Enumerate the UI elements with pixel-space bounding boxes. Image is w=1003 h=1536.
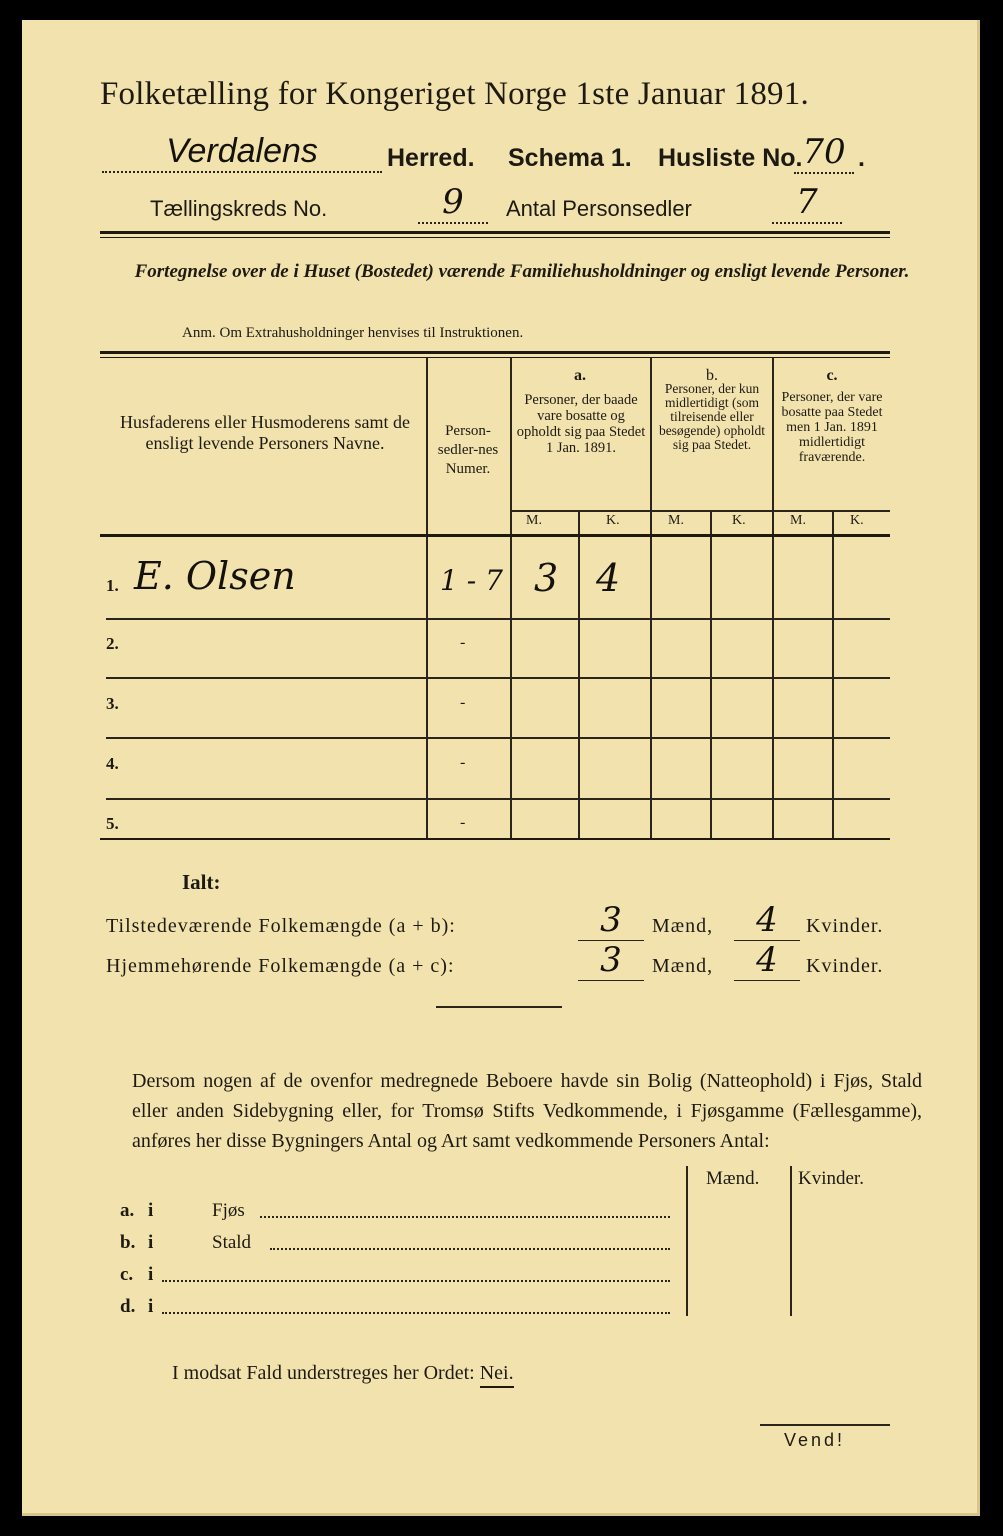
personsedler-label: Antal Personsedler [506, 196, 692, 221]
col-b-header: Personer, der kun midlertidigt (som tilreisende eller besøgende) opholdt sig paa Stedet. [658, 381, 766, 452]
husliste-dot: . [858, 144, 865, 172]
hjemme-maend: Mænd, [652, 955, 714, 977]
row-rule-3 [106, 737, 890, 739]
row-number: 1. [106, 576, 119, 595]
tilstede-maend: Mænd, [652, 915, 714, 937]
hjemme-m-value: 3 [578, 940, 644, 981]
tilstede-label: Tilstedeværende Folkemængde (a + b): [106, 915, 456, 937]
c-k-label: K. [850, 513, 864, 528]
personsedler-value: 7 [772, 182, 842, 224]
vend-rule [760, 1424, 890, 1426]
hjemme-k-value: 4 [734, 940, 800, 981]
separator-rule [436, 1006, 562, 1008]
list-maend-header: Mænd. [706, 1168, 760, 1189]
list-dots [260, 1216, 670, 1218]
row-numer: - [460, 814, 466, 831]
header-rule-thin [100, 237, 890, 238]
husliste-value: 70 [794, 132, 854, 174]
row-number: 2. [106, 634, 119, 653]
vline-numer [510, 358, 512, 838]
anm-note: Anm. Om Extrahusholdninger henvises til Instruktionen. [182, 325, 524, 341]
list-item-d [120, 1296, 680, 1318]
husliste-label: Husliste No. [658, 144, 803, 172]
col-numer-header: Person-sedler-nes Numer. [437, 423, 499, 477]
col-a-letter: a. [574, 367, 586, 384]
col-a-header: Personer, der baade vare bosatte og opholdt sig paa Stedet 1 Jan. 1891. [516, 392, 646, 456]
row-numer: - [460, 694, 466, 711]
nei-word: Nei. [480, 1362, 514, 1388]
list-item-c [120, 1264, 680, 1286]
col-c-letter: c. [826, 367, 838, 384]
row-rule-4 [106, 798, 890, 800]
row-a-k: 4 [596, 556, 621, 600]
hjemme-label: Hjemmehørende Folkemængde (a + c): [106, 955, 455, 977]
a-k-label: K. [606, 513, 620, 528]
row-number: 3. [106, 694, 119, 713]
row-numer: - [460, 634, 466, 651]
list-i: i [148, 1296, 154, 1317]
intro-text: Fortegnelse over de i Huset (Bostedet) værende Familiehusholdninger og ensligt levende Personer. [134, 261, 910, 282]
list-i: i [148, 1232, 154, 1253]
schema-label: Schema 1. [508, 144, 632, 172]
row-rule-1 [106, 618, 890, 620]
tilstede-k-value: 4 [734, 900, 800, 941]
census-form-sheet [22, 20, 980, 1516]
header-bottom-rule [100, 534, 890, 537]
taellingskreds-value: 9 [418, 182, 488, 224]
row-rule-2 [106, 677, 890, 679]
row-name: E. Olsen [134, 554, 296, 598]
vline-c-mk [832, 510, 834, 838]
modsat-text [172, 1362, 514, 1385]
form-title: Folketælling for Kongeriget Norge 1ste Januar 1891. [100, 76, 809, 112]
col-b-letter: b. [706, 367, 718, 384]
tilstede-m-value: 3 [578, 900, 644, 941]
table-top-rule [100, 351, 890, 354]
header-rule [100, 231, 890, 234]
vend-label: Vend! [784, 1430, 846, 1450]
c-m-label: M. [790, 513, 806, 528]
row-numer: - [460, 754, 466, 771]
hjemme-kvinder: Kvinder. [806, 955, 884, 977]
list-dots [162, 1312, 670, 1314]
table-bottom-rule [100, 838, 890, 840]
row-a-m: 3 [534, 556, 559, 600]
vline-b-mk [710, 510, 712, 838]
modsat-label: I modsat Fald understreges her Ordet: [172, 1362, 475, 1384]
b-m-label: M. [668, 513, 684, 528]
ialt-label: Ialt: [182, 870, 221, 894]
list-letter: a. [120, 1200, 135, 1221]
list-vline-2 [790, 1166, 792, 1316]
tilstede-kvinder: Kvinder. [806, 915, 884, 937]
vline-a-mk [578, 510, 580, 838]
list-vline-1 [686, 1166, 688, 1316]
list-letter: b. [120, 1232, 136, 1253]
instruction-paragraph: Dersom nogen af de ovenfor medregnede Beboere havde sin Bolig (Natteophold) i Fjøs, Stald eller anden Sidebygning eller, for Tromsø Stifts Vedkommende, i Fjøsgamme (Fællesgamme), anføres her disse Bygningers Antal og Art samt vedkommende Personers Antal: [132, 1070, 922, 1152]
list-i: i [148, 1200, 154, 1221]
list-letter: c. [120, 1264, 134, 1285]
col-c-header: Personer, der vare bosatte paa Stedet men 1 Jan. 1891 midlertidigt fraværende. [781, 390, 883, 465]
herred-name: Verdalens [102, 132, 382, 173]
taellingskreds-label: Tællingskreds No. [150, 196, 328, 221]
row-number: 4. [106, 754, 119, 773]
list-dots [270, 1248, 670, 1250]
a-m-label: M. [526, 513, 542, 528]
list-item-b [120, 1232, 680, 1254]
col-names-header: Husfaderens eller Husmoderens samt de ensligt levende Personers Navne. [120, 412, 410, 453]
row-numer: 1 - 7 [440, 564, 503, 597]
b-k-label: K. [732, 513, 746, 528]
list-i: i [148, 1264, 154, 1285]
list-label: Fjøs [212, 1200, 245, 1221]
herred-label: Herred. [387, 144, 475, 172]
list-label: Stald [212, 1232, 252, 1253]
list-letter: d. [120, 1296, 136, 1317]
list-item-a [120, 1200, 680, 1222]
mk-top-rule [510, 510, 890, 512]
row-number: 5. [106, 814, 119, 833]
list-dots [162, 1280, 670, 1282]
list-kvinder-header: Kvinder. [798, 1168, 864, 1189]
